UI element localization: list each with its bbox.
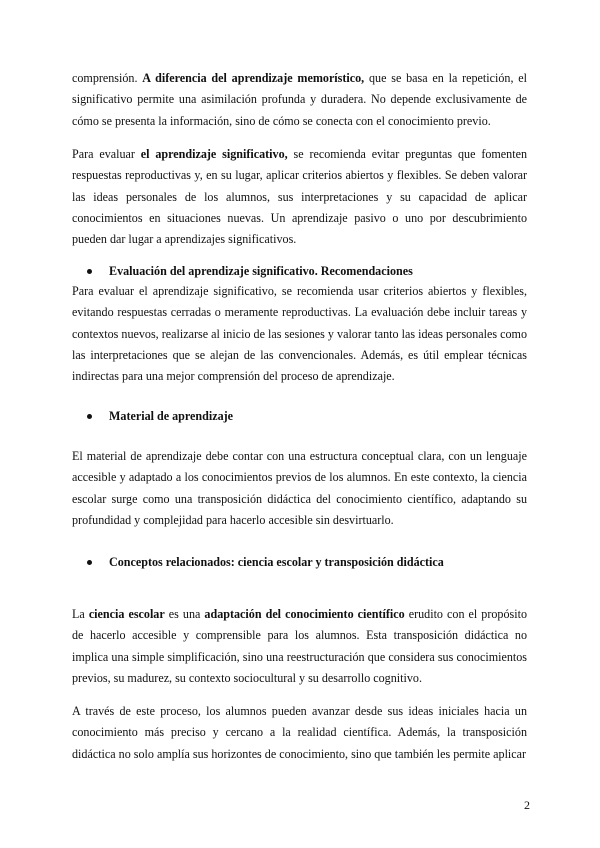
bullet-heading-text: Material de aprendizaje (109, 409, 234, 423)
bullet-dot-icon (87, 560, 92, 565)
bold-phrase: el aprendizaje significativo, (140, 147, 288, 161)
bullet-heading-material (88, 406, 528, 427)
paragraph-didactic-transposition: A través de este proceso, los alumnos pueden avanzar desde sus ideas iniciales hacia un conocimiento más preciso y cercano a la realidad científica. Además, la transposición didáctica no solo amplía sus horizontes de conocimiento, sino que también les permite aplicar (72, 704, 527, 761)
paragraph-text: se recomienda evitar preguntas que fomenten respuestas reproductivas y, en su lugar, aplicar criterios abiertos y flexibles. Se deben valorar las ideas personales de los alumnos, sus interpretaciones y su capacidad de aplicar conocimientos en situaciones nuevas. Un aprendizaje pasivo o uno por descubrimiento pueden dar lugar a aprendizajes significativos. (72, 147, 527, 247)
bullet-heading-related-concepts (88, 552, 528, 573)
paragraph-learning-material: El material de aprendizaje debe contar con una estructura conceptual clara, con un lenguaje accesible y adaptado a los conocimientos previos de los alumnos. En este contexto, la ciencia escolar surge como una transposición didáctica del conocimiento científico, adaptando su profundidad y complejidad para hacerlo accesible sin desvirtuarlo. (72, 449, 527, 527)
bullet-heading-text: Conceptos relacionados: ciencia escolar y transposición didáctica (109, 555, 444, 569)
bullet-heading-evaluation (88, 261, 528, 282)
paragraph-school-science (72, 604, 527, 689)
paragraph-evaluation-intro (72, 144, 527, 250)
bold-phrase: adaptación del conocimiento científico (204, 607, 405, 621)
bullet-heading-text: Evaluación del aprendizaje significativo. Recomendaciones (109, 264, 413, 278)
bullet-dot-icon (87, 269, 92, 274)
paragraph-text: erudito con el propósito de hacerlo accesible y comprensible para los alumnos. Esta transposición didáctica no implica una simple simplificación, sino una reestructuración que considera sus conocimientos previos, su madurez, su contexto sociocultural y su desarrollo cognitivo. (72, 607, 527, 685)
paragraph-evaluation-recommendations: Para evaluar el aprendizaje significativo, se recomienda usar criterios abiertos y flexibles, evitando respuestas cerradas o meramente reproductivas. La evaluación debe incluir tareas y contextos nuevos, realizarse al inicio de las sesiones y valorar tanto las ideas personales como las interpretaciones que se alejan de las convencionales. Además, es útil emplear técnicas indirectas para una mejor comprensión del proceso de aprendizaje. (72, 284, 527, 384)
paragraph-text: que se basa en la repetición, el significativo permite una asimilación profunda y duradera. No depende exclusivamente de cómo se presenta la información, sino de cómo se conecta con el conocimiento previo. (72, 71, 527, 128)
bullet-dot-icon (87, 414, 92, 419)
paragraph-text: es una (164, 607, 205, 621)
paragraph-text: comprensión. (72, 71, 143, 85)
paragraph-text: Para evaluar (72, 147, 141, 161)
page-number: 2 (524, 798, 530, 812)
bold-phrase: ciencia escolar (88, 607, 165, 621)
paragraph-text: La (72, 607, 89, 621)
bold-phrase: A diferencia del aprendizaje memorístico, (142, 71, 365, 85)
paragraph-memoristic-comparison (72, 68, 527, 132)
